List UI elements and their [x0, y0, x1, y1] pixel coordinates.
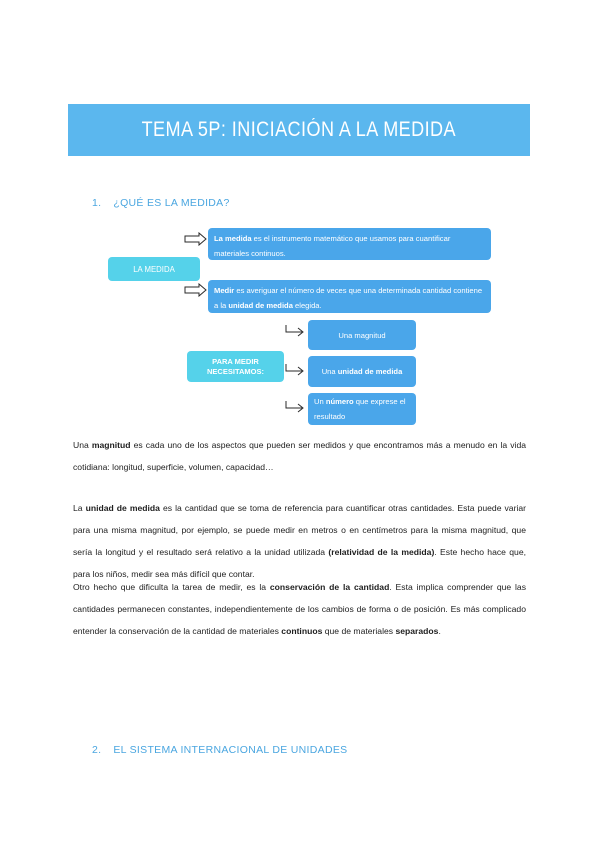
- p1-bold: magnitud: [91, 440, 131, 450]
- arrow-right-icon: [184, 283, 208, 297]
- p3-bold2: continuos: [281, 626, 323, 636]
- section-2-title: EL SISTEMA INTERNACIONAL DE UNIDADES: [113, 744, 348, 756]
- paragraph-unidad-de-medida: [73, 497, 526, 585]
- concept-box-la-medida: [108, 257, 200, 281]
- definition-medir-term: Medir: [214, 286, 235, 295]
- p1-pre: Una: [73, 440, 92, 450]
- p2-bold2: (relatividad de la medida): [328, 547, 435, 557]
- section-1-title: ¿QUÉ ES LA MEDIDA?: [113, 197, 230, 209]
- definition-medir-text-a: es averiguar el número de veces que una determinada cantidad contiene a la: [214, 286, 483, 310]
- paragraph-magnitud: [73, 434, 526, 478]
- definition-box-medida: [208, 228, 491, 260]
- p3-pre: Otro hecho que dificulta la tarea de medir, es la: [73, 582, 270, 592]
- title-banner: [68, 104, 530, 156]
- definition-medir-text-b: elegida.: [292, 301, 322, 310]
- bent-arrow-icon: [285, 323, 307, 337]
- need-2-pre: Una: [321, 367, 338, 376]
- p3-bold1: conservación de la cantidad: [269, 582, 390, 592]
- section-1-number: 1.: [92, 197, 102, 209]
- need-label: PARA MEDIR NECESITAMOS:: [207, 356, 264, 376]
- p3-mid: . Esta implica comprender que las cantidades permanecen constantes, independientemente de los cambios de forma o de posición. Es más complicado entender la conservación de la cantidad de materiales: [73, 582, 526, 636]
- arrow-right-icon: [184, 232, 208, 246]
- need-1-text: Una magnitud: [338, 330, 386, 340]
- need-3-pre: Un: [314, 397, 326, 406]
- bent-arrow-icon: [285, 399, 307, 413]
- definition-medida-term: La medida: [214, 234, 252, 243]
- need-3-post: que exprese el resultado: [314, 397, 406, 421]
- concept-label: LA MEDIDA: [133, 264, 175, 274]
- p3-bold3: separados: [395, 626, 439, 636]
- p2-post: . Este hecho hace que, para los niños, medir sea más difícil que contar.: [73, 547, 526, 579]
- need-box-magnitud: [308, 320, 416, 350]
- paragraph-conservacion: [73, 576, 526, 642]
- p1-post: es cada uno de los aspectos que pueden ser medidos y que encontramos más a menudo en la vida cotidiana: longitud, superficie, volumen, capacidad…: [73, 440, 527, 472]
- need-label-box: [187, 351, 284, 382]
- section-1-heading: [92, 197, 230, 209]
- p2-mid: es la cantidad que se toma de referencia para cuantificar otras cantidades. Esta puede variar para una misma magnitud, por ejemplo, se puede medir en metros o en centímetros para la misma magnitud, que sería la longitud y el resultado será relativo a la unidad utilizada: [73, 503, 526, 557]
- page-title: TEMA 5P: INICIACIÓN A LA MEDIDA: [141, 118, 457, 141]
- need-box-numero: [308, 393, 416, 425]
- definition-box-medir: [208, 280, 491, 313]
- need-box-unidad: [308, 356, 416, 387]
- need-3-bold: número: [325, 397, 354, 406]
- definition-medida-text: es el instrumento matemático que usamos para cuantificar materiales continuos.: [214, 234, 451, 258]
- p3-mid2: que de materiales: [322, 626, 396, 636]
- bent-arrow-icon: [285, 362, 307, 376]
- section-2-heading: [92, 744, 347, 756]
- need-2-bold: unidad de medida: [337, 367, 403, 376]
- p3-post: .: [438, 626, 441, 636]
- definition-medir-bold: unidad de medida: [228, 301, 293, 310]
- p2-pre: La: [73, 503, 86, 513]
- section-2-number: 2.: [92, 744, 102, 756]
- p2-bold1: unidad de medida: [85, 503, 160, 513]
